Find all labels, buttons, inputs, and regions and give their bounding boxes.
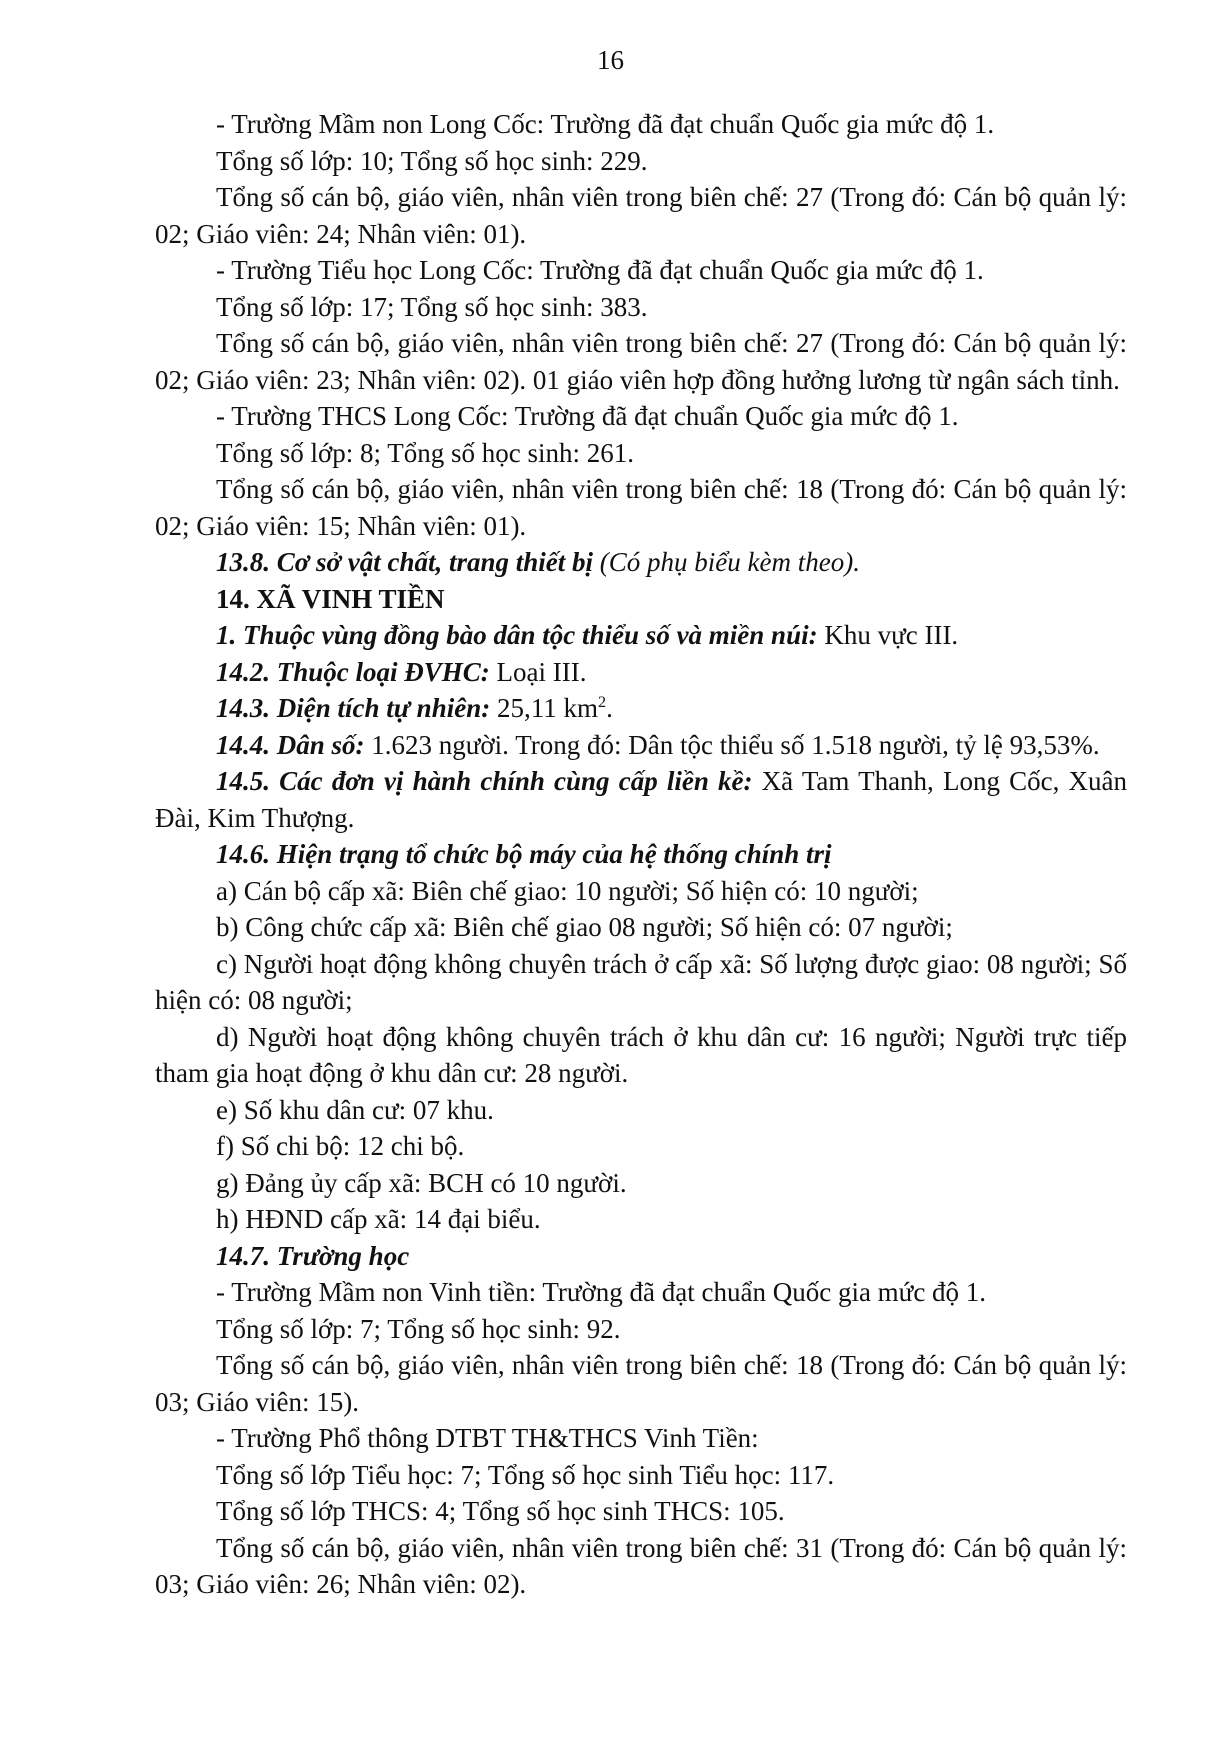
section-14-6-heading: 14.6. Hiện trạng tổ chức bộ máy của hệ thống chính trị: [216, 839, 832, 869]
section-label: 14.5. Các đơn vị hành chính cùng cấp liền kề:: [216, 766, 753, 796]
list-item: g) Đảng ủy cấp xã: BCH có 10 người.: [216, 1167, 627, 1198]
staff-count: Tổng số cán bộ, giáo viên, nhân viên trong biên chế: 18 (Trong đó: Cán bộ quản lý: 03; Giáo viên: 15).: [155, 1350, 1127, 1417]
document-body: [155, 106, 1127, 1603]
class-count: Tổng số lớp Tiểu học: 7; Tổng số học sinh Tiểu học: 117.: [216, 1459, 835, 1490]
page-number: 16: [597, 45, 624, 75]
section-label: 14.3. Diện tích tự nhiên:: [216, 693, 491, 723]
list-item: f) Số chi bộ: 12 chi bộ.: [216, 1131, 465, 1161]
section-14-1: [155, 617, 1127, 654]
school-entry: - Trường Tiểu học Long Cốc: Trường đã đạt chuẩn Quốc gia mức độ 1.: [216, 255, 984, 285]
section-value: Khu vực III.: [817, 620, 959, 650]
superscript: 2: [597, 693, 607, 711]
section-value: Xã Tam Thanh, Long Cốc, Xuân Đài, Kim Thượng.: [155, 766, 1128, 833]
list-item: a) Cán bộ cấp xã: Biên chế giao: 10 người; Số hiện có: 10 người;: [216, 875, 919, 906]
staff-count: Tổng số cán bộ, giáo viên, nhân viên trong biên chế: 31 (Trong đó: Cán bộ quản lý: 03; Giáo viên: 26; Nhân viên: 02).: [155, 1532, 1127, 1599]
school-entry: - Trường THCS Long Cốc: Trường đã đạt chuẩn Quốc gia mức độ 1.: [216, 401, 959, 431]
section-13-8: [155, 544, 1127, 581]
school-entry: - Trường Phổ thông DTBT TH&THCS Vinh Tiền:: [216, 1423, 759, 1453]
list-item: c) Người hoạt động không chuyên trách ở cấp xã: Số lượng được giao: 08 người; Số hiện có: 08 người;: [155, 948, 1127, 1015]
list-item: h) HĐND cấp xã: 14 đại biểu.: [216, 1204, 541, 1234]
section-value: (Có phụ biểu kèm theo).: [593, 547, 860, 577]
section-14-heading: 14. XÃ VINH TIỀN: [216, 583, 445, 614]
section-label: 1. Thuộc vùng đồng bào dân tộc thiểu số và miền núi:: [216, 620, 818, 650]
class-count: Tổng số lớp: 7; Tổng số học sinh: 92.: [216, 1313, 621, 1344]
section-label: 14.4. Dân số:: [216, 729, 365, 760]
class-count: Tổng số lớp: 17; Tổng số học sinh: 383.: [216, 291, 648, 322]
list-item: d) Người hoạt động không chuyên trách ở khu dân cư: 16 người; Người trực tiếp tham gia hoạt động ở khu dân cư: 28 người.: [155, 1021, 1127, 1088]
section-value: Loại III.: [489, 656, 587, 687]
staff-count: Tổng số cán bộ, giáo viên, nhân viên trong biên chế: 27 (Trong đó: Cán bộ quản lý: 02; Giáo viên: 24; Nhân viên: 01).: [155, 182, 1127, 249]
section-14-7-heading: 14.7. Trường học: [216, 1240, 410, 1271]
section-value-end: .: [606, 693, 613, 723]
school-entry: - Trường Mầm non Long Cốc: Trường đã đạt chuẩn Quốc gia mức độ 1.: [216, 109, 995, 139]
class-count: Tổng số lớp: 8; Tổng số học sinh: 261.: [216, 437, 635, 468]
section-label: 13.8. Cơ sở vật chất, trang thiết bị: [216, 547, 594, 577]
section-label: 14.2. Thuộc loại ĐVHC:: [216, 656, 490, 687]
list-item: e) Số khu dân cư: 07 khu.: [216, 1094, 494, 1125]
class-count: Tổng số lớp: 10; Tổng số học sinh: 229.: [216, 145, 648, 176]
section-value: 25,11 km: [490, 693, 598, 723]
class-count: Tổng số lớp THCS: 4; Tổng số học sinh THCS: 105.: [216, 1496, 785, 1526]
section-14-3: [155, 690, 1127, 727]
section-value: 1.623 người. Trong đó: Dân tộc thiểu số 1.518 người, tỷ lệ 93,53%.: [364, 729, 1100, 760]
list-item: b) Công chức cấp xã: Biên chế giao 08 người; Số hiện có: 07 người;: [216, 912, 953, 942]
section-14-4: [155, 727, 1127, 764]
staff-count: Tổng số cán bộ, giáo viên, nhân viên trong biên chế: 18 (Trong đó: Cán bộ quản lý: 02; Giáo viên: 15; Nhân viên: 01).: [155, 474, 1127, 541]
section-14-5: [155, 763, 1127, 836]
staff-count: Tổng số cán bộ, giáo viên, nhân viên trong biên chế: 27 (Trong đó: Cán bộ quản lý: 02; Giáo viên: 23; Nhân viên: 02). 01 giáo viên hợp đồng hưởng lương từ ngân sách tỉnh.: [155, 328, 1127, 395]
school-entry: - Trường Mầm non Vinh tiền: Trường đã đạt chuẩn Quốc gia mức độ 1.: [216, 1277, 987, 1307]
section-14-2: [155, 654, 1127, 691]
